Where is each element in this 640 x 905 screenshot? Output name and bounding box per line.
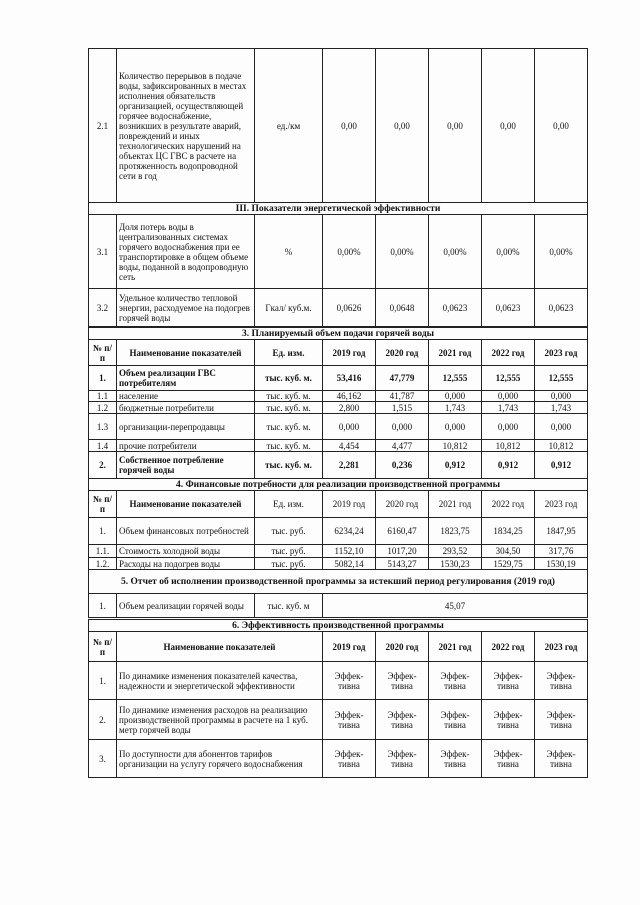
value-cell: 0,000 <box>323 414 376 440</box>
row-number: 1.4 <box>89 440 117 452</box>
value-cell: 2,800 <box>323 402 376 414</box>
table-row <box>89 440 588 452</box>
col-header-year: 2022 год <box>482 340 535 366</box>
efficiency-cell: Эффек-тивна <box>323 740 376 778</box>
indicator-label: Объем финансовых потребностей <box>117 518 255 545</box>
value-cell: 6234,24 <box>323 518 376 545</box>
value-cell: 0,00 <box>482 49 535 203</box>
col-header-number: № п/п <box>89 340 117 366</box>
col-header-year: 2020 год <box>376 340 429 366</box>
table-row <box>89 402 588 414</box>
table-row <box>89 215 588 289</box>
value-cell: 0,912 <box>482 452 535 479</box>
section-title: 5. Отчет об исполнении производственной программы за истекший период регулирования (2019 год) <box>89 570 588 594</box>
unit-cell: тыс. куб. м. <box>255 391 323 402</box>
col-header-year: 2019 год <box>323 632 376 662</box>
value-cell: 1529,75 <box>482 558 535 570</box>
value-cell: 1152,10 <box>323 545 376 558</box>
value-cell: 1,515 <box>376 402 429 414</box>
row-number: 1.1 <box>89 391 117 402</box>
row-number: 3. <box>89 740 117 778</box>
value-cell: 1834,25 <box>482 518 535 545</box>
value-cell: 0,236 <box>376 452 429 479</box>
header-row <box>89 632 588 662</box>
section-title: 6. Эффективность производственной программы <box>89 620 588 632</box>
unit-cell: тыс. куб. м. <box>255 402 323 414</box>
value-cell: 41,787 <box>376 391 429 402</box>
value-cell: 1,743 <box>482 402 535 414</box>
unit-cell: % <box>255 215 323 289</box>
unit-cell: тыс. руб. <box>255 558 323 570</box>
section-title: 3. Планируемый объем подачи горячей воды <box>89 328 588 340</box>
report-table <box>88 569 588 618</box>
table-row <box>89 452 588 479</box>
value-cell: 0,00 <box>323 49 376 203</box>
efficiency-cell: Эффек-тивна <box>535 740 588 778</box>
value-cell: 0,0648 <box>376 289 429 327</box>
table-row <box>89 391 588 402</box>
indicator-label: Стоимость холодной воды <box>117 545 255 558</box>
row-number: 1. <box>89 366 117 391</box>
section-title: III. Показатели энергетической эффективности <box>89 203 588 215</box>
value-cell: 0,0626 <box>323 289 376 327</box>
unit-cell: тыс. куб. м. <box>255 366 323 391</box>
unit-cell: Гкал/ куб.м. <box>255 289 323 327</box>
value-cell: 12,555 <box>429 366 482 391</box>
col-header-year: 2023 год <box>535 632 588 662</box>
row-number: 1.3 <box>89 414 117 440</box>
indicator-label: По динамике изменения показателей качества, надежности и энергетической эффективности <box>117 662 323 700</box>
section-header-row <box>89 570 588 594</box>
unit-cell: тыс. руб. <box>255 518 323 545</box>
col-header-year: 2020 год <box>376 632 429 662</box>
value-cell: 5082,14 <box>323 558 376 570</box>
efficiency-table <box>88 619 588 778</box>
table-row <box>89 289 588 327</box>
section-title: 4. Финансовые потребности для реализации производственной программы <box>89 479 588 491</box>
col-header-year: 2023 год <box>535 491 588 518</box>
row-number: 1.2 <box>89 402 117 414</box>
section-header-row <box>89 479 588 491</box>
table-row <box>89 518 588 545</box>
value-cell: 0,00 <box>429 49 482 203</box>
indicator-label: Количество перерывов в подаче воды, зафиксированных в местах исполнения обязательств организацией, осуществляющей горячее водоснабжение, возникших в результате аварий, повреждений и иных технологических нарушений на объектах ЦС ГВС в расчете на протяженность водопроводной сети в год <box>117 49 255 203</box>
planned-volume-table <box>88 327 588 479</box>
value-cell: 0,000 <box>535 414 588 440</box>
col-header-year: 2022 год <box>482 491 535 518</box>
value-cell: 6160,47 <box>376 518 429 545</box>
table-row <box>89 366 588 391</box>
efficiency-cell: Эффек-тивна <box>376 662 429 700</box>
indicator-label: Удельное количество тепловой энергии, расходуемое на подогрев горячей воды <box>117 289 255 327</box>
row-number: 1.2. <box>89 558 117 570</box>
indicator-label: Доля потерь воды в централизованных системах горячего водоснабжения при ее транспортировке в общем объеме воды, поданной в водопроводную сеть <box>117 215 255 289</box>
unit-cell: тыс. куб. м <box>255 594 323 618</box>
value-cell: 0,0623 <box>482 289 535 327</box>
col-header-name: Наименование показателей <box>117 632 323 662</box>
efficiency-cell: Эффек-тивна <box>482 662 535 700</box>
row-number: 3.2 <box>89 289 117 327</box>
value-cell: 47,779 <box>376 366 429 391</box>
efficiency-cell: Эффек-тивна <box>376 740 429 778</box>
value-cell: 0,00% <box>376 215 429 289</box>
row-number: 2.1 <box>89 49 117 203</box>
value-cell: 0,912 <box>429 452 482 479</box>
col-header-name: Наименование показателей <box>117 340 255 366</box>
value-cell: 0,00 <box>535 49 588 203</box>
value-cell: 10,812 <box>429 440 482 452</box>
table-row <box>89 594 588 618</box>
col-header-year: 2019 год <box>323 340 376 366</box>
efficiency-cell: Эффек-тивна <box>429 662 482 700</box>
table-row <box>89 545 588 558</box>
indicator-label: население <box>117 391 255 402</box>
value-cell: 10,812 <box>482 440 535 452</box>
value-cell: 0,00% <box>429 215 482 289</box>
quality-indicators-table <box>88 48 588 327</box>
value-cell: 4,454 <box>323 440 376 452</box>
indicator-label: По доступности для абонентов тарифов организации на услугу горячего водоснабжения <box>117 740 323 778</box>
indicator-label: Объем реализации горячей воды <box>117 594 255 618</box>
row-number: 2. <box>89 452 117 479</box>
financial-needs-table <box>88 478 588 570</box>
col-header-year: 2021 год <box>429 491 482 518</box>
table-row <box>89 662 588 700</box>
row-number: 1. <box>89 594 117 618</box>
row-number: 1.1. <box>89 545 117 558</box>
indicator-label: бюджетные потребители <box>117 402 255 414</box>
col-header-unit: Ед. изм. <box>255 340 323 366</box>
indicator-label: прочие потребители <box>117 440 255 452</box>
col-header-year: 2022 год <box>482 632 535 662</box>
value-cell: 317,76 <box>535 545 588 558</box>
col-header-number: № п/п <box>89 491 117 518</box>
row-number: 3.1 <box>89 215 117 289</box>
indicator-label: По динамике изменения расходов на реализацию производственной программы в расчете на 1 куб. метр горячей воды <box>117 700 323 740</box>
efficiency-cell: Эффек-тивна <box>535 700 588 740</box>
section-header-row <box>89 620 588 632</box>
col-header-year: 2021 год <box>429 340 482 366</box>
col-header-year: 2020 год <box>376 491 429 518</box>
value-cell: 45,07 <box>323 594 588 618</box>
value-cell: 1017,20 <box>376 545 429 558</box>
value-cell: 1530,19 <box>535 558 588 570</box>
section-header-row <box>89 203 588 215</box>
value-cell: 0,000 <box>376 414 429 440</box>
table-row <box>89 49 588 203</box>
table-row <box>89 414 588 440</box>
col-header-year: 2021 год <box>429 632 482 662</box>
value-cell: 0,000 <box>429 414 482 440</box>
efficiency-cell: Эффек-тивна <box>482 700 535 740</box>
value-cell: 12,555 <box>482 366 535 391</box>
col-header-number: № п/п <box>89 632 117 662</box>
table-row <box>89 740 588 778</box>
unit-cell: тыс. куб. м. <box>255 452 323 479</box>
value-cell: 5143,27 <box>376 558 429 570</box>
unit-cell: тыс. куб. м. <box>255 414 323 440</box>
value-cell: 0,00% <box>535 215 588 289</box>
value-cell: 1530,23 <box>429 558 482 570</box>
value-cell: 53,416 <box>323 366 376 391</box>
value-cell: 10,812 <box>535 440 588 452</box>
indicator-label: Собственное потребление горячей воды <box>117 452 255 479</box>
indicator-label: Объем реализации ГВС потребителям <box>117 366 255 391</box>
header-row <box>89 340 588 366</box>
unit-cell: тыс. руб. <box>255 545 323 558</box>
efficiency-cell: Эффек-тивна <box>535 662 588 700</box>
efficiency-cell: Эффек-тивна <box>376 700 429 740</box>
unit-cell: ед./км <box>255 49 323 203</box>
value-cell: 0,0623 <box>535 289 588 327</box>
header-row <box>89 491 588 518</box>
indicator-label: организации-перепродавцы <box>117 414 255 440</box>
value-cell: 0,00% <box>482 215 535 289</box>
efficiency-cell: Эффек-тивна <box>429 740 482 778</box>
table-row <box>89 558 588 570</box>
efficiency-cell: Эффек-тивна <box>482 740 535 778</box>
efficiency-cell: Эффек-тивна <box>323 662 376 700</box>
table-row <box>89 700 588 740</box>
value-cell: 0,000 <box>429 391 482 402</box>
value-cell: 1,743 <box>429 402 482 414</box>
indicator-label: Расходы на подогрев воды <box>117 558 255 570</box>
value-cell: 0,000 <box>482 414 535 440</box>
value-cell: 0,912 <box>535 452 588 479</box>
col-header-year: 2019 год <box>323 491 376 518</box>
value-cell: 304,50 <box>482 545 535 558</box>
value-cell: 1,743 <box>535 402 588 414</box>
value-cell: 0,00% <box>323 215 376 289</box>
value-cell: 0,000 <box>535 391 588 402</box>
col-header-unit: Ед. изм. <box>255 491 323 518</box>
value-cell: 0,000 <box>482 391 535 402</box>
col-header-year: 2023 год <box>535 340 588 366</box>
col-header-name: Наименование показателей <box>117 491 255 518</box>
efficiency-cell: Эффек-тивна <box>429 700 482 740</box>
value-cell: 4,477 <box>376 440 429 452</box>
value-cell: 12,555 <box>535 366 588 391</box>
value-cell: 0,0623 <box>429 289 482 327</box>
efficiency-cell: Эффек-тивна <box>323 700 376 740</box>
value-cell: 46,162 <box>323 391 376 402</box>
value-cell: 2,281 <box>323 452 376 479</box>
row-number: 2. <box>89 700 117 740</box>
section-header-row <box>89 328 588 340</box>
row-number: 1. <box>89 518 117 545</box>
row-number: 1. <box>89 662 117 700</box>
unit-cell: тыс. куб. м. <box>255 440 323 452</box>
value-cell: 0,00 <box>376 49 429 203</box>
value-cell: 1847,95 <box>535 518 588 545</box>
value-cell: 1823,75 <box>429 518 482 545</box>
value-cell: 293,52 <box>429 545 482 558</box>
